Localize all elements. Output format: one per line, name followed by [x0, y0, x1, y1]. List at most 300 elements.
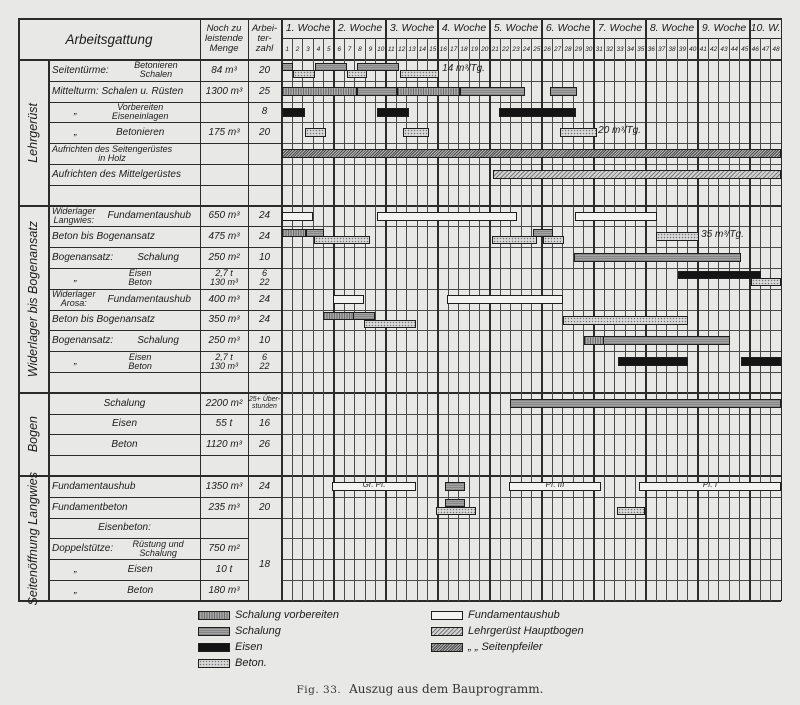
arbeiter-cell [248, 414, 281, 435]
task-label [52, 476, 197, 497]
menge-cell [200, 559, 248, 580]
task-text-stack [52, 314, 155, 325]
header-menge-line: Noch zu [206, 23, 242, 34]
task-text: Eisenbeton: [98, 522, 151, 534]
legend-label: Schalung vorbereiten [235, 609, 339, 621]
grid-line [292, 38, 293, 601]
day-header: 47 [761, 45, 770, 53]
menge-cell [200, 81, 248, 102]
task-text: „ [74, 106, 78, 118]
task-text-stack [83, 585, 197, 596]
menge-value: 2,7 t [215, 351, 233, 362]
section-label-text: Bogen [26, 416, 40, 453]
swatch-white-icon [431, 611, 463, 620]
gantt-bar-schalung [357, 87, 398, 96]
week-header: 7. Woche [597, 22, 643, 34]
task-text-stack [83, 564, 197, 575]
task-label [52, 351, 197, 372]
grid-line [248, 372, 281, 373]
section-label-text: Lehrgerüst [26, 102, 40, 163]
task-label [52, 497, 197, 518]
task-text: Beton [127, 584, 154, 596]
day-header: 46 [751, 45, 759, 53]
grid-line [248, 143, 281, 144]
task-text: Beton bis Bogenansatz [52, 231, 155, 243]
task-label [52, 289, 197, 310]
gantt-bar-beton [563, 316, 688, 325]
grid-line [48, 60, 50, 601]
legend-label: Fundamentaushub [468, 609, 560, 621]
grid-line [448, 38, 449, 601]
grid-line [645, 18, 647, 601]
task-text: in Holz [98, 152, 126, 163]
arbeiter-value: 20 [258, 64, 271, 76]
week-header: 3. Woche [389, 22, 435, 34]
menge-cell [200, 580, 248, 601]
arbeiter-value: 24 [258, 314, 271, 326]
task-text-stack [83, 127, 197, 138]
task-text: Arosa: [60, 298, 87, 309]
grid-line [760, 38, 761, 601]
task-text-stack [52, 231, 155, 242]
arbeiter-value: 6 [261, 268, 267, 279]
grid-line [313, 38, 314, 601]
day-header: 45 [741, 45, 749, 53]
task-text: Betonieren [134, 60, 178, 71]
menge-value: 250 m³ [208, 335, 240, 347]
task-label [52, 538, 197, 559]
section-label [18, 393, 48, 476]
gantt-bar-aushub [377, 212, 517, 221]
legend-label: Lehrgerüst Hauptbogen [468, 625, 584, 637]
task-text-stack [104, 398, 146, 409]
swatch-black-icon [198, 643, 230, 652]
menge-value: 10 t [215, 564, 233, 576]
day-header: 19 [470, 45, 478, 53]
gantt-bar-schalung [357, 63, 399, 71]
arbeiter-cell [248, 60, 281, 81]
menge-cell [200, 351, 248, 372]
task-text: Beton [111, 439, 138, 451]
header-menge-line: Menge [209, 43, 239, 54]
task-text-stack [52, 290, 95, 308]
gantt-bar-aushub [333, 295, 364, 304]
swatch-dotted-icon [198, 659, 230, 668]
grid-line [248, 518, 281, 519]
menge-value: 84 m³ [211, 64, 237, 76]
day-header: 11 [387, 45, 395, 53]
menge-cell [200, 247, 248, 268]
grid-line [531, 38, 532, 601]
task-text-stack [119, 335, 197, 346]
task-text-stack [74, 585, 77, 596]
task-label [52, 414, 197, 435]
menge-value: 2,7 t [215, 268, 233, 279]
day-header: 20 [481, 45, 489, 53]
task-text: Rüstung und [132, 538, 184, 549]
task-label [52, 580, 197, 601]
bar-label: Pf. I [702, 482, 718, 489]
figure-title: Auszug aus dem Bauprogramm. [349, 682, 544, 696]
rate-annotation: 14 m³/Tg. [442, 63, 485, 74]
gantt-bar-beton [617, 507, 645, 515]
arbeiter-value: 20 [258, 127, 271, 139]
menge-value: 750 m² [208, 543, 240, 555]
arbeiter-cell [248, 393, 281, 414]
task-text-stack [111, 439, 137, 450]
menge-cell [200, 476, 248, 497]
week-header: 5. Woche [493, 22, 539, 34]
day-header: 41 [699, 45, 707, 53]
arbeiter-merged-cell [248, 528, 281, 601]
menge-cell [200, 393, 248, 414]
arbeiter-cell [248, 206, 281, 227]
gantt-bar-eisen [282, 108, 305, 117]
legend-label: Eisen [235, 641, 263, 653]
day-header: 40 [689, 45, 697, 53]
menge-value: 650 m³ [208, 210, 240, 222]
day-header: 16 [439, 45, 447, 53]
menge-value: 1120 m³ [206, 439, 242, 451]
legend-item-fundamentaushub [431, 609, 560, 621]
day-header: 32 [605, 45, 614, 53]
menge-value: 55 t [215, 418, 233, 430]
task-label [52, 206, 197, 227]
arbeiter-value: 24 [258, 210, 271, 222]
swatch-diagonal-hatch-icon [431, 627, 463, 636]
grid-line [708, 38, 709, 601]
arbeiter-cell [248, 268, 281, 289]
task-text: Bogenansatz: [52, 335, 114, 347]
task-text: Schalen [139, 69, 173, 80]
menge-cell [200, 289, 248, 310]
grid-line [469, 38, 470, 601]
task-text: Fundamentaushub [107, 210, 191, 222]
day-header: 1 [285, 45, 289, 53]
task-text-stack [74, 356, 77, 367]
gantt-bar-aushub [509, 482, 602, 491]
arbeiter-value: 25 [258, 85, 271, 97]
task-text: Eiseneinlagen [111, 110, 169, 121]
task-text-stack [101, 294, 197, 305]
menge-value: 1300 m³ [205, 85, 243, 97]
task-text: Betonieren [115, 127, 165, 139]
day-header: 12 [397, 45, 406, 53]
task-label [52, 226, 197, 247]
gantt-bar-aushub [332, 482, 416, 491]
day-header: 29 [574, 45, 582, 53]
gantt-bar-beton [492, 236, 537, 244]
task-text-stack [52, 481, 135, 492]
gantt-bar-beton [305, 128, 326, 137]
grid-line [385, 18, 387, 601]
day-header: 8 [358, 45, 362, 53]
task-text: Aufrichten des Mittelgerüstes [52, 168, 181, 180]
gantt-bar-beton [293, 70, 315, 78]
day-header: 17 [449, 45, 458, 53]
task-text: „ [74, 584, 78, 596]
menge-value: 400 m³ [208, 293, 240, 305]
swatch-vertical-hatch-icon [198, 611, 230, 620]
grid-line [458, 38, 459, 601]
gantt-bar-eisen [678, 271, 761, 279]
gantt-bar-eisen [377, 108, 409, 117]
task-label [52, 81, 197, 102]
task-label [52, 518, 197, 539]
menge-cell [200, 538, 248, 559]
task-label [52, 122, 197, 143]
day-header: 23 [512, 45, 520, 53]
day-header: 28 [564, 45, 572, 53]
task-label [52, 330, 197, 351]
day-header: 34 [626, 45, 634, 53]
grid-line [302, 38, 303, 601]
gantt-bar-aushub [282, 212, 313, 221]
gantt-bar-eisen [499, 108, 576, 117]
task-text: Beton [128, 277, 152, 288]
task-text: Widerlager [52, 289, 96, 300]
arbeiter-value: 6 [261, 351, 267, 362]
legend-item-eisen [198, 641, 263, 653]
grid-line [770, 38, 771, 601]
day-header: 10 [377, 45, 385, 53]
gantt-bar-beton [656, 232, 699, 241]
day-header: 4 [316, 45, 321, 53]
task-text: Mittelturm: Schalen u. Rüsten [52, 85, 184, 97]
gantt-bar-schalung-vorbereiten [282, 87, 357, 96]
header-arbeiter-line: zahl [255, 43, 274, 54]
grid-line [427, 38, 428, 601]
menge-cell [200, 497, 248, 518]
task-text: „ [74, 127, 78, 139]
swatch-gray-icon [198, 627, 230, 636]
day-header: 42 [709, 45, 718, 53]
week-header: 4. Woche [441, 22, 487, 34]
gantt-bar-schalung [460, 87, 526, 96]
task-text: Vorbereiten [117, 101, 164, 112]
menge-cell [200, 60, 248, 81]
gantt-bar-beton [543, 236, 564, 244]
gantt-bar-beton [436, 507, 477, 515]
task-text: Widerlager [52, 205, 96, 216]
day-header: 30 [585, 45, 593, 53]
menge-value: 180 m³ [208, 584, 240, 596]
task-label [52, 393, 197, 414]
day-header: 31 [595, 45, 603, 53]
gantt-bar-seitenpfeiler [282, 149, 781, 158]
arbeiter-value: 10 [258, 252, 271, 264]
arbeiter-cell [248, 351, 281, 372]
task-label [52, 185, 197, 206]
grid-line [541, 18, 543, 601]
legend-label: Beton. [235, 657, 267, 669]
gantt-bar-schalung [510, 399, 781, 408]
bar-label: Gr. Pf. [362, 482, 386, 489]
grid-line [739, 38, 740, 601]
day-header: 27 [553, 45, 562, 53]
menge-value: 235 m³ [208, 501, 240, 513]
task-label [52, 455, 197, 476]
figure-number: Fig. 33. [296, 684, 342, 696]
legend-item-schalung [198, 625, 281, 637]
day-header: 35 [637, 45, 645, 53]
day-header: 37 [657, 45, 666, 53]
task-text: „ [74, 356, 78, 368]
arbeiter-cell [248, 122, 281, 143]
gantt-bar-schalung [550, 87, 577, 96]
task-text: Schalung [137, 252, 179, 264]
arbeiter-value: 16 [258, 418, 271, 430]
task-text-stack [52, 252, 113, 263]
day-header: 13 [408, 45, 416, 53]
day-header: 48 [772, 45, 780, 53]
grid-line [510, 38, 511, 601]
day-header: 2 [295, 45, 300, 53]
task-text-stack [119, 540, 197, 558]
task-text: „ [74, 564, 78, 576]
gantt-bar-schalung [315, 63, 347, 71]
gantt-bar-beton [751, 278, 781, 286]
menge-value: 250 m² [208, 252, 240, 264]
task-text: „ [74, 272, 78, 284]
grid-line [749, 18, 751, 601]
legend-item-lehrgeruest-seitenpfeiler [431, 641, 543, 653]
day-header: 24 [522, 45, 530, 53]
day-header: 14 [418, 45, 426, 53]
gantt-bar-schalung [574, 253, 740, 262]
task-text: Bogenansatz: [52, 252, 114, 264]
arbeiter-value: 20 [258, 501, 271, 513]
menge-value: 175 m³ [208, 127, 240, 139]
rate-annotation: 35 m³/Tg. [701, 229, 744, 241]
task-label [52, 247, 197, 268]
grid-line [248, 185, 281, 186]
arbeiter-cell [248, 497, 281, 518]
gantt-bar-beton [364, 320, 416, 328]
task-label [52, 143, 197, 164]
arbeiter-value: 24 [258, 480, 271, 492]
grid-line [479, 38, 480, 601]
task-text-stack [52, 335, 113, 346]
gantt-bar-schalung-vorbereiten [282, 229, 306, 237]
grid-line [417, 38, 418, 601]
task-text: Beton [128, 360, 152, 371]
day-header: 9 [368, 45, 373, 53]
legend-label: Schalung [235, 625, 281, 637]
grid-line [333, 18, 335, 601]
task-label [52, 372, 197, 393]
arbeiter-value: 22 [259, 360, 270, 371]
day-header: 15 [429, 45, 437, 53]
task-text: Eisen [111, 418, 137, 430]
menge-value: 130 m³ [209, 277, 238, 288]
gantt-bar-aushub [447, 295, 562, 304]
arbeiter-cell [248, 226, 281, 247]
task-text: Seitentürme: [52, 64, 109, 76]
arbeiter-value: 24 [258, 293, 271, 305]
task-text-stack [52, 543, 113, 554]
day-header: 43 [720, 45, 728, 53]
section-label [18, 471, 48, 606]
day-header: 18 [460, 45, 468, 53]
header-menge-line: leistende [204, 33, 244, 44]
arbeiter-cell [248, 476, 281, 497]
task-text-stack [119, 252, 197, 263]
task-text-stack [52, 65, 109, 76]
menge-cell [200, 122, 248, 143]
task-text-stack [52, 207, 95, 225]
task-text-stack [74, 564, 77, 575]
task-text-stack [74, 106, 77, 117]
gantt-bar-eisen [618, 357, 688, 366]
task-text: Aufrichten des Seitengerüstes [52, 143, 173, 154]
task-text-stack [52, 145, 172, 163]
grid-line [248, 455, 281, 456]
task-text: Beton bis Bogenansatz [52, 314, 155, 326]
day-header: 7 [347, 45, 352, 53]
grid-line [489, 18, 491, 601]
task-label [52, 434, 197, 455]
gantt-bar-hauptbogen [493, 170, 781, 179]
day-header: 39 [678, 45, 686, 53]
task-text-stack [83, 269, 197, 287]
day-header: 26 [543, 45, 551, 53]
task-text-stack [74, 127, 77, 138]
menge-cell [200, 414, 248, 435]
arbeiter-value: 22 [259, 277, 270, 288]
arbeiter-cell [248, 81, 281, 102]
arbeiter-value: 8 [261, 106, 268, 118]
task-label [52, 310, 197, 331]
arbeiter-cell [248, 330, 281, 351]
day-header: 21 [491, 45, 499, 53]
task-text-stack [83, 103, 197, 121]
task-text-stack [101, 210, 197, 221]
task-text: Fundamentbeton [52, 501, 128, 513]
arbeiter-value: 25+ Über- [248, 395, 281, 403]
arbeiter-cell [248, 289, 281, 310]
grid-line [552, 38, 553, 601]
task-label [52, 164, 197, 185]
arbeiter-cell [248, 434, 281, 455]
grid-line [697, 18, 699, 601]
menge-cell [200, 434, 248, 455]
arbeiter-cell [248, 310, 281, 331]
task-label [52, 60, 197, 81]
task-text-stack [52, 86, 183, 97]
task-text: Fundamentaushub [52, 480, 136, 492]
task-label [52, 268, 197, 289]
section-label-text: Seitenöffnung Langwies [26, 471, 40, 606]
figure-caption [0, 682, 800, 696]
legend-item-lehrgeruest-hauptbogen [431, 625, 584, 637]
grid-line [781, 18, 783, 601]
day-header: 38 [668, 45, 676, 53]
gantt-bar-aushub [575, 212, 657, 221]
legend-label: „ „ Seitenpfeiler [468, 641, 543, 653]
task-text: Schalung [139, 547, 177, 558]
task-text-stack [115, 61, 197, 79]
week-header: 2. Woche [337, 22, 383, 34]
grid-line [500, 38, 501, 601]
task-text-stack [74, 273, 77, 284]
arbeiter-cell [248, 247, 281, 268]
gantt-bar-schalung [282, 63, 293, 71]
arbeiter-value: 18 [258, 558, 271, 570]
gantt-bar-aushub [639, 482, 781, 491]
menge-cell [200, 268, 248, 289]
task-text: Eisen [127, 564, 153, 576]
